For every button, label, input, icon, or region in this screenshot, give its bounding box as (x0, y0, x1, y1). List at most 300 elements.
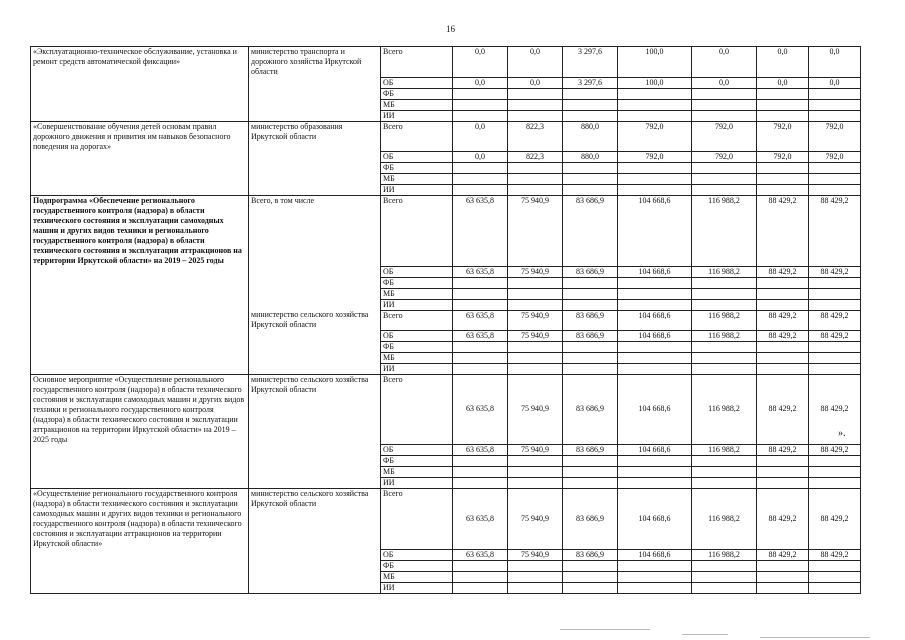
table-row (31, 266, 861, 277)
amount-cell (692, 277, 757, 288)
budget-table (30, 46, 861, 594)
amount-cell: 104 668,6 (618, 196, 692, 267)
funding-source-cell: МБ (381, 571, 453, 582)
executor-cell (249, 467, 381, 478)
amount-cell (453, 352, 508, 363)
amount-cell (757, 174, 809, 185)
amount-cell (508, 352, 563, 363)
amount-cell: 63 635,8 (453, 310, 508, 330)
activity-name-cell (31, 110, 249, 121)
executor-cell (249, 445, 381, 456)
amount-cell: 104 668,6 (618, 310, 692, 330)
amount-cell: 88 429,2 (809, 445, 861, 456)
amount-cell (692, 88, 757, 99)
amount-cell (453, 560, 508, 571)
amount-cell: 104 668,6 (618, 445, 692, 456)
activity-name-cell (31, 330, 249, 341)
table-row (31, 288, 861, 299)
amount-cell (757, 352, 809, 363)
table-row (31, 185, 861, 196)
amount-cell (757, 456, 809, 467)
amount-cell (508, 582, 563, 593)
amount-cell: 63 635,8 (453, 445, 508, 456)
executor-cell (249, 163, 381, 174)
activity-name-cell (31, 77, 249, 88)
amount-cell: 104 668,6 (618, 330, 692, 341)
table-row (31, 549, 861, 560)
funding-source-cell: ИИ (381, 299, 453, 310)
amount-cell: 880,0 (563, 152, 618, 163)
activity-name-cell (31, 277, 249, 288)
activity-name-cell (31, 549, 249, 560)
table-row (31, 467, 861, 478)
amount-cell (809, 341, 861, 352)
funding-source-cell: ИИ (381, 185, 453, 196)
amount-cell: 104 668,6 (618, 374, 692, 445)
funding-source-cell: ИИ (381, 110, 453, 121)
amount-cell (508, 185, 563, 196)
activity-name-cell (31, 478, 249, 489)
funding-source-cell: ОБ (381, 152, 453, 163)
activity-name-cell (31, 163, 249, 174)
amount-cell (757, 560, 809, 571)
amount-cell (809, 110, 861, 121)
table-row (31, 478, 861, 489)
amount-cell (508, 277, 563, 288)
amount-cell: 83 686,9 (563, 445, 618, 456)
amount-cell (692, 571, 757, 582)
amount-cell (757, 99, 809, 110)
amount-cell (563, 174, 618, 185)
amount-cell (757, 299, 809, 310)
amount-cell (563, 110, 618, 121)
amount-cell: 792,0 (618, 121, 692, 152)
activity-name-cell: «Совершенствование обучения детей основам правил дорожного движения и привития им навыков безопасного поведения на дорогах» (31, 121, 249, 152)
table-row (31, 121, 861, 152)
funding-source-cell: ФБ (381, 163, 453, 174)
amount-cell: 104 668,6 (618, 266, 692, 277)
amount-cell (618, 582, 692, 593)
funding-source-cell: ФБ (381, 88, 453, 99)
amount-cell (692, 352, 757, 363)
table-row (31, 310, 861, 330)
activity-name-cell (31, 288, 249, 299)
amount-cell: 75 940,9 (508, 374, 563, 445)
amount-cell: 88 429,2 (757, 489, 809, 550)
amount-cell (809, 456, 861, 467)
amount-cell (809, 174, 861, 185)
amount-cell (809, 299, 861, 310)
amount-cell (563, 560, 618, 571)
amount-cell (453, 99, 508, 110)
amount-cell: 792,0 (618, 152, 692, 163)
amount-cell: 0,0 (453, 77, 508, 88)
executor-cell (249, 185, 381, 196)
amount-cell (508, 88, 563, 99)
funding-source-cell: ИИ (381, 478, 453, 489)
table-row (31, 174, 861, 185)
executor-cell (249, 478, 381, 489)
amount-cell: 0,0 (757, 77, 809, 88)
amount-cell (809, 352, 861, 363)
amount-cell: 88 429,2 (809, 266, 861, 277)
amount-cell (757, 88, 809, 99)
amount-cell: 792,0 (692, 121, 757, 152)
amount-cell (618, 560, 692, 571)
amount-cell: 88 429,2 (809, 310, 861, 330)
activity-name-cell (31, 363, 249, 374)
amount-cell: 83 686,9 (563, 489, 618, 550)
amount-cell: 0,0 (809, 47, 861, 78)
amount-cell (692, 299, 757, 310)
amount-cell (563, 456, 618, 467)
funding-source-cell: ОБ (381, 77, 453, 88)
activity-name-cell (31, 571, 249, 582)
amount-cell: 0,0 (453, 121, 508, 152)
executor-cell: министерство транспорта и дорожного хозяйства Иркутской области (249, 47, 381, 78)
amount-cell: 0,0 (453, 152, 508, 163)
amount-cell (618, 478, 692, 489)
funding-source-cell: МБ (381, 174, 453, 185)
amount-cell (809, 277, 861, 288)
executor-cell (249, 266, 381, 277)
page-number: 16 (446, 24, 455, 34)
table-row (31, 47, 861, 78)
amount-cell: 88 429,2 (809, 374, 861, 445)
amount-cell: 3 297,6 (563, 47, 618, 78)
funding-source-cell: ОБ (381, 445, 453, 456)
amount-cell: 0,0 (508, 77, 563, 88)
table-row (31, 277, 861, 288)
amount-cell: 116 988,2 (692, 445, 757, 456)
executor-cell (249, 582, 381, 593)
table-row (31, 88, 861, 99)
table-row (31, 77, 861, 88)
activity-name-cell (31, 445, 249, 456)
activity-name-cell (31, 99, 249, 110)
executor-cell: министерство сельского хозяйства Иркутской области (249, 374, 381, 445)
activity-name-cell (31, 352, 249, 363)
amount-cell: 116 988,2 (692, 374, 757, 445)
amount-cell (508, 478, 563, 489)
executor-cell (249, 110, 381, 121)
executor-cell (249, 456, 381, 467)
amount-cell: 63 635,8 (453, 549, 508, 560)
amount-cell (757, 341, 809, 352)
amount-cell (757, 582, 809, 593)
amount-cell (453, 478, 508, 489)
funding-source-cell: ФБ (381, 277, 453, 288)
amount-cell (692, 174, 757, 185)
amount-cell (809, 363, 861, 374)
amount-cell (453, 288, 508, 299)
amount-cell (618, 299, 692, 310)
amount-cell (453, 110, 508, 121)
funding-source-cell: Всего (381, 196, 453, 267)
amount-cell (618, 456, 692, 467)
table-row (31, 560, 861, 571)
amount-cell (692, 478, 757, 489)
funding-source-cell: ОБ (381, 266, 453, 277)
scan-artifact (560, 629, 650, 630)
amount-cell: 116 988,2 (692, 549, 757, 560)
amount-cell (453, 163, 508, 174)
amount-cell (508, 163, 563, 174)
amount-cell: 75 940,9 (508, 489, 563, 550)
amount-cell: 0,0 (692, 47, 757, 78)
amount-cell: 100,0 (618, 47, 692, 78)
closing-quote-mark: ». (838, 428, 846, 439)
funding-source-cell: Всего (381, 310, 453, 330)
amount-cell (453, 571, 508, 582)
amount-cell: 822,3 (508, 121, 563, 152)
activity-name-cell (31, 185, 249, 196)
amount-cell (809, 571, 861, 582)
amount-cell (563, 277, 618, 288)
amount-cell: 88 429,2 (809, 489, 861, 550)
activity-name-cell: Подпрограмма «Обеспечение регионального государственного контроля (надзора) в области технического состояния и эксплуатации самоходных машин и других видов техники и регионального государственного контроля (надзора) в области технического состояния и эксплуатации аттракционов на территории Иркутской области» на 2019 – 2025 годы (31, 196, 249, 267)
amount-cell: 88 429,2 (757, 196, 809, 267)
amount-cell (618, 174, 692, 185)
amount-cell (618, 110, 692, 121)
table-row (31, 445, 861, 456)
amount-cell: 88 429,2 (757, 330, 809, 341)
amount-cell (692, 363, 757, 374)
amount-cell (453, 456, 508, 467)
amount-cell: 116 988,2 (692, 310, 757, 330)
amount-cell (453, 341, 508, 352)
amount-cell (618, 185, 692, 196)
funding-source-cell: Всего (381, 47, 453, 78)
funding-source-cell: МБ (381, 352, 453, 363)
amount-cell (453, 174, 508, 185)
amount-cell: 75 940,9 (508, 196, 563, 267)
scan-artifact (682, 634, 728, 635)
amount-cell: 83 686,9 (563, 549, 618, 560)
executor-cell: министерство образования Иркутской области (249, 121, 381, 152)
amount-cell (508, 288, 563, 299)
amount-cell (563, 582, 618, 593)
amount-cell: 0,0 (757, 47, 809, 78)
amount-cell (563, 163, 618, 174)
table-row (31, 110, 861, 121)
activity-name-cell: Основное мероприятие «Осуществление регионального государственного контроля (надзора) в области технического состояния и эксплуатации самоходных машин и других видов техники и регионального государственного контроля (надзора) в области технического состояния и эксплуатации аттракционов на территории Иркутской области» на 2019 – 2025 годы (31, 374, 249, 445)
activity-name-cell: «Осуществление регионального государственного контроля (надзора) в области технического состояния и эксплуатации самоходных машин и других видов техники и регионального государственного контроля (надзора) в области технического состояния и эксплуатации аттракционов на территории Иркутской области» (31, 489, 249, 550)
table-row (31, 196, 861, 267)
table-row (31, 582, 861, 593)
activity-name-cell (31, 582, 249, 593)
amount-cell: 83 686,9 (563, 196, 618, 267)
amount-cell (757, 163, 809, 174)
executor-cell (249, 352, 381, 363)
amount-cell: 63 635,8 (453, 374, 508, 445)
funding-source-cell: МБ (381, 99, 453, 110)
executor-cell: министерство сельского хозяйства Иркутской области (249, 310, 381, 330)
activity-name-cell (31, 299, 249, 310)
amount-cell (618, 163, 692, 174)
amount-cell: 104 668,6 (618, 489, 692, 550)
amount-cell: 0,0 (692, 77, 757, 88)
amount-cell (508, 299, 563, 310)
amount-cell: 88 429,2 (757, 445, 809, 456)
amount-cell: 88 429,2 (757, 374, 809, 445)
amount-cell (508, 110, 563, 121)
amount-cell: 116 988,2 (692, 196, 757, 267)
amount-cell (563, 478, 618, 489)
amount-cell: 116 988,2 (692, 266, 757, 277)
table-row (31, 341, 861, 352)
amount-cell (563, 352, 618, 363)
executor-cell: Всего, в том числе (249, 196, 381, 267)
amount-cell: 104 668,6 (618, 549, 692, 560)
amount-cell (508, 571, 563, 582)
amount-cell (508, 174, 563, 185)
table-row (31, 489, 861, 550)
amount-cell (757, 478, 809, 489)
amount-cell (809, 88, 861, 99)
table-row (31, 374, 861, 445)
amount-cell (563, 185, 618, 196)
amount-cell: 88 429,2 (757, 310, 809, 330)
amount-cell (809, 163, 861, 174)
amount-cell (692, 456, 757, 467)
amount-cell (563, 288, 618, 299)
amount-cell (453, 88, 508, 99)
amount-cell (618, 88, 692, 99)
amount-cell: 83 686,9 (563, 310, 618, 330)
amount-cell (809, 288, 861, 299)
activity-name-cell (31, 310, 249, 330)
amount-cell: 880,0 (563, 121, 618, 152)
amount-cell (563, 299, 618, 310)
amount-cell (757, 185, 809, 196)
executor-cell (249, 99, 381, 110)
amount-cell: 100,0 (618, 77, 692, 88)
amount-cell (508, 363, 563, 374)
activity-name-cell (31, 266, 249, 277)
amount-cell (809, 99, 861, 110)
executor-cell (249, 77, 381, 88)
amount-cell (618, 363, 692, 374)
executor-cell (249, 277, 381, 288)
amount-cell (563, 571, 618, 582)
amount-cell (809, 560, 861, 571)
amount-cell: 75 940,9 (508, 330, 563, 341)
amount-cell (692, 99, 757, 110)
amount-cell (692, 467, 757, 478)
table-row (31, 330, 861, 341)
amount-cell (692, 110, 757, 121)
table-row (31, 299, 861, 310)
scan-artifact (760, 637, 870, 638)
amount-cell (453, 467, 508, 478)
table-row (31, 352, 861, 363)
amount-cell (618, 571, 692, 582)
executor-cell (249, 330, 381, 341)
amount-cell: 3 297,6 (563, 77, 618, 88)
funding-source-cell: ФБ (381, 456, 453, 467)
table-row (31, 571, 861, 582)
table-row (31, 163, 861, 174)
executor-cell (249, 174, 381, 185)
amount-cell: 88 429,2 (757, 549, 809, 560)
amount-cell: 75 940,9 (508, 310, 563, 330)
amount-cell: 116 988,2 (692, 330, 757, 341)
amount-cell (809, 185, 861, 196)
activity-name-cell (31, 467, 249, 478)
amount-cell (508, 341, 563, 352)
amount-cell: 83 686,9 (563, 266, 618, 277)
amount-cell (757, 110, 809, 121)
table-row (31, 152, 861, 163)
amount-cell (757, 467, 809, 478)
amount-cell (563, 467, 618, 478)
amount-cell (563, 88, 618, 99)
amount-cell: 88 429,2 (809, 330, 861, 341)
executor-cell (249, 152, 381, 163)
activity-name-cell (31, 341, 249, 352)
amount-cell (508, 560, 563, 571)
amount-cell (692, 288, 757, 299)
amount-cell: 0,0 (809, 77, 861, 88)
amount-cell: 792,0 (757, 121, 809, 152)
amount-cell (618, 467, 692, 478)
activity-name-cell (31, 174, 249, 185)
amount-cell (508, 456, 563, 467)
table-row (31, 363, 861, 374)
amount-cell (757, 571, 809, 582)
amount-cell: 88 429,2 (809, 196, 861, 267)
table-row (31, 99, 861, 110)
amount-cell (692, 341, 757, 352)
amount-cell (618, 341, 692, 352)
activity-name-cell (31, 88, 249, 99)
amount-cell: 792,0 (809, 152, 861, 163)
amount-cell: 63 635,8 (453, 266, 508, 277)
amount-cell: 792,0 (692, 152, 757, 163)
amount-cell: 116 988,2 (692, 489, 757, 550)
amount-cell (692, 185, 757, 196)
amount-cell (508, 99, 563, 110)
funding-source-cell: ФБ (381, 560, 453, 571)
amount-cell (618, 352, 692, 363)
activity-name-cell: «Эксплуатационно-техническое обслуживание, установка и ремонт средств автоматической фиксации» (31, 47, 249, 78)
amount-cell: 822,3 (508, 152, 563, 163)
amount-cell (618, 99, 692, 110)
funding-source-cell: МБ (381, 467, 453, 478)
amount-cell (563, 341, 618, 352)
amount-cell (453, 185, 508, 196)
funding-source-cell: ИИ (381, 582, 453, 593)
amount-cell: 88 429,2 (809, 549, 861, 560)
table-row (31, 456, 861, 467)
funding-source-cell: ОБ (381, 549, 453, 560)
amount-cell: 75 940,9 (508, 445, 563, 456)
amount-cell (757, 363, 809, 374)
activity-name-cell (31, 560, 249, 571)
amount-cell: 792,0 (809, 121, 861, 152)
amount-cell (508, 467, 563, 478)
amount-cell (692, 582, 757, 593)
amount-cell (809, 478, 861, 489)
executor-cell: министерство сельского хозяйства Иркутской области (249, 489, 381, 550)
amount-cell (809, 582, 861, 593)
executor-cell (249, 549, 381, 560)
amount-cell (453, 363, 508, 374)
funding-source-cell: Всего (381, 121, 453, 152)
amount-cell (757, 288, 809, 299)
amount-cell (618, 288, 692, 299)
